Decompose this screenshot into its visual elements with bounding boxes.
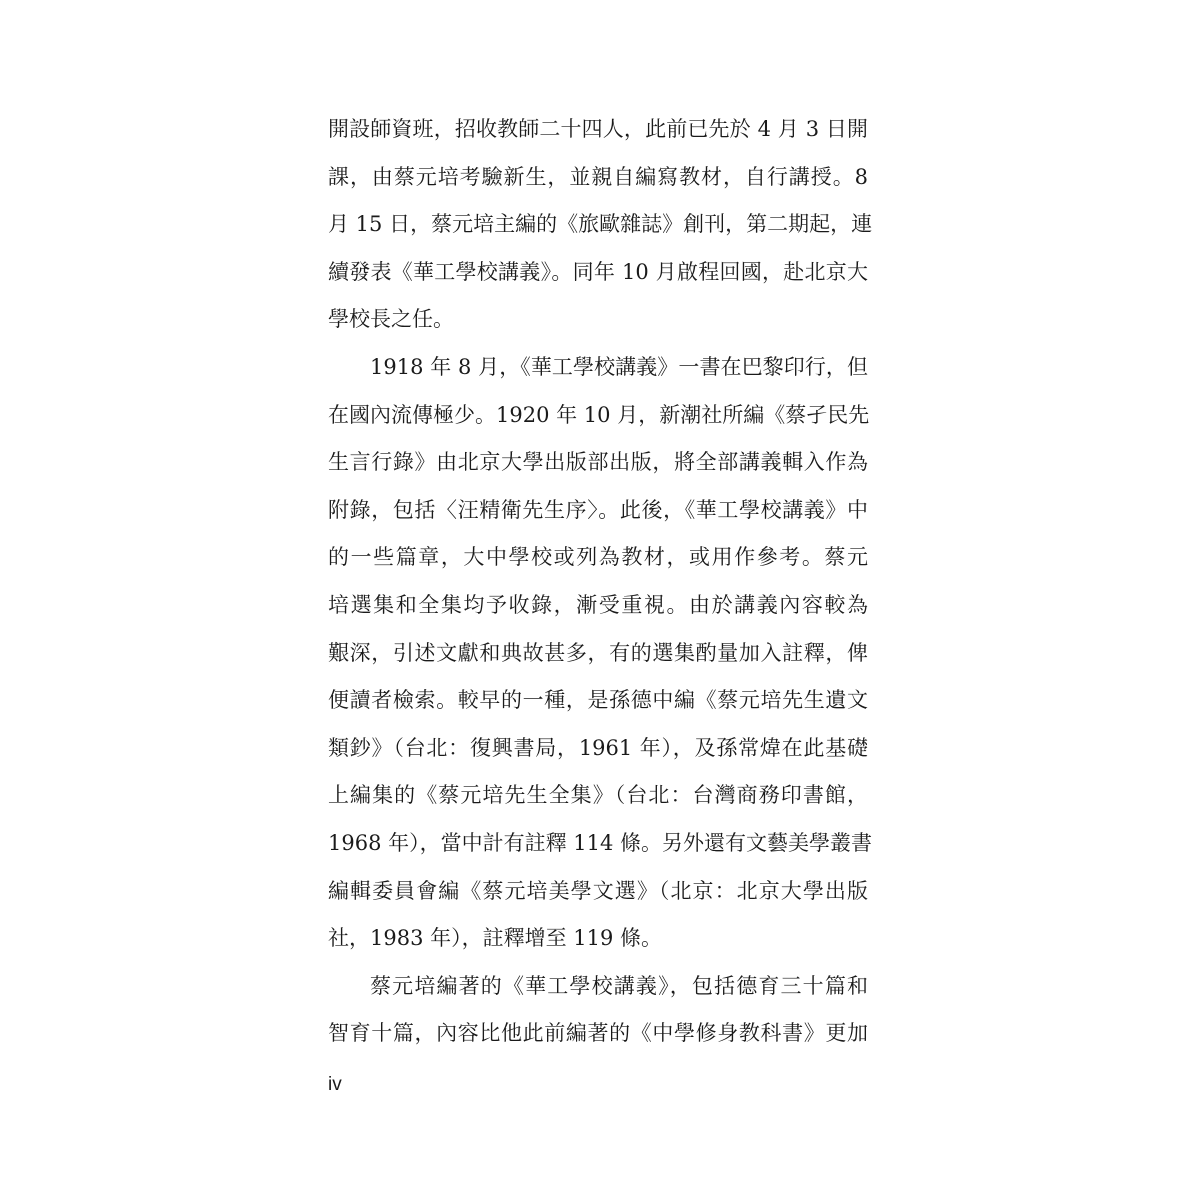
text-line: 編輯委員會編《蔡元培美學文選》（北京：北京大學出版 <box>328 878 868 903</box>
text-line: 續發表《華工學校講義》。同年 10 月啟程回國，赴北京大 <box>328 259 868 284</box>
text-line: 蔡元培編著的《華工學校講義》，包括德育三十篇和 <box>370 973 868 998</box>
text-line: 1968 年），當中計有註釋 114 條。另外還有文藝美學叢書 <box>328 830 873 855</box>
text-line: 便讀者檢索。較早的一種，是孫德中編《蔡元培先生遺文 <box>328 688 868 713</box>
paragraph-2 <box>328 344 873 963</box>
text-line: 開設師資班，招收教師二十四人，此前已先於 4 月 3 日開 <box>328 117 868 141</box>
text-line: 生言行錄》由北京大學出版部出版，將全部講義輯入作為 <box>328 450 868 475</box>
text-line: 附錄，包括〈汪精衛先生序〉。此後，《華工學校講義》中 <box>328 497 868 522</box>
text-line: 社，1983 年），註釋增至 119 條。 <box>328 926 663 951</box>
text-line: 1918 年 8 月，《華工學校講義》一書在巴黎印行，但 <box>370 354 868 379</box>
paragraph-1 <box>328 106 873 344</box>
text-line: 上編集的《蔡元培先生全集》（台北：台灣商務印書館， <box>328 783 868 808</box>
text-line: 艱深，引述文獻和典故甚多，有的選集酌量加入註釋，俾 <box>328 640 868 665</box>
text-line: 的一些篇章，大中學校或列為教材，或用作參考。蔡元 <box>328 545 868 570</box>
text-line: 智育十篇，內容比他此前編著的《中學修身教科書》更加 <box>328 1021 868 1046</box>
text-line: 學校長之任。 <box>328 307 454 332</box>
page-number: iv <box>328 1074 342 1095</box>
text-line: 類鈔》（台北：復興書局，1961 年），及孫常煒在此基礎 <box>328 735 868 760</box>
text-line: 在國內流傳極少。1920 年 10 月，新潮社所編《蔡孑民先 <box>328 402 870 427</box>
text-line: 月 15 日，蔡元培主編的《旅歐雜誌》創刊，第二期起，連 <box>328 212 873 237</box>
body-text <box>328 106 873 1058</box>
paragraph-3 <box>328 963 868 1058</box>
text-line: 課，由蔡元培考驗新生，並親自編寫教材，自行講授。8 <box>328 164 868 189</box>
text-line: 培選集和全集均予收錄，漸受重視。由於講義內容較為 <box>328 592 868 617</box>
